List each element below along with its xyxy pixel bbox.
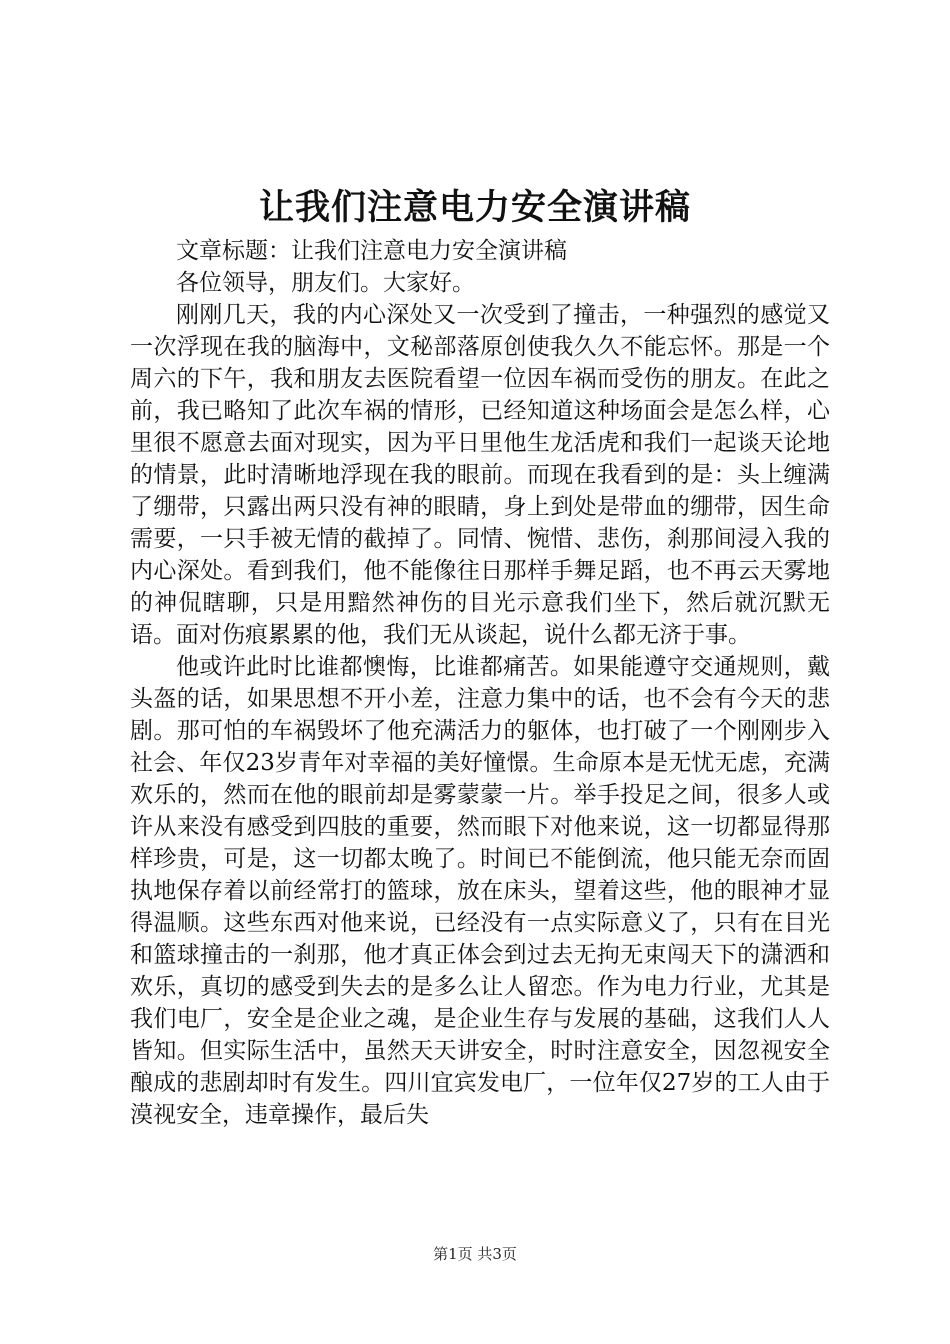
document-title: 让我们注意电力安全演讲稿 bbox=[258, 188, 691, 228]
greeting-line: 各位领导，朋友们。大家好。 bbox=[176, 270, 475, 296]
body-paragraph: 刚刚几天，我的内心深处又一次受到了撞击，一种强烈的感觉又一次浮现在我的脑海中，文秘部落原创使我久久不能忘怀。那是一个周六的下午，我和朋友去医院看望一位因车祸而受伤的朋友。在此之前，我已略知了此次车祸的情形，已经知道这种场面会是怎么样，心里很不愿意去面对现实，因为平日里他生龙活虎和我们一起谈天论地的情景，此时清晰地浮现在我的眼前。而现在我看到的是：头上缠满了绷带，只露出两只没有神的眼睛，身上到处是带血的绷带，因生命需要，一只手被无情的截掉了。同情、惋惜、悲伤，刹那间浸入我的内心深处。看到我们，他不能像往日那样手舞足蹈，也不再云天雾地的神侃瞎聊，只是用黯然神伤的目光示意我们坐下，然后就沉默无语。面对伤痕累累的他，我们无从谈起，说什么都无济于事。 bbox=[130, 302, 830, 648]
article-title-line: 文章标题：让我们注意电力安全演讲稿 bbox=[176, 238, 567, 264]
document-body bbox=[130, 235, 830, 1131]
page-footer: 第1页 共3页 bbox=[433, 1245, 517, 1263]
body-paragraph: 他或许此时比谁都懊悔，比谁都痛苦。如果能遵守交通规则，戴头盔的话，如果思想不开小差，注意力集中的话，也不会有今天的悲剧。那可怕的车祸毁坏了他充满活力的躯体，也打破了一个刚刚步入社会、年仅23岁青年对幸福的美好憧憬。生命原本是无忧无虑，充满欢乐的，然而在他的眼前却是雾蒙蒙一片。举手投足之间，很多人或许从来没有感受到四肢的重要，然而眼下对他来说，这一切都显得那样珍贵，可是，这一切都太晚了。时间已不能倒流，他只能无奈而固执地保存着以前经常打的篮球，放在床头，望着这些，他的眼神才显得温顺。这些东西对他来说，已经没有一点实际意义了，只有在目光和篮球撞击的一刹那，他才真正体会到过去无拘无束闯天下的潇洒和欢乐，真切的感受到失去的是多么让人留恋。作为电力行业，尤其是我们电厂，安全是企业之魂，是企业生存与发展的基础，这我们人人皆知。但实际生活中，虽然天天讲安全，时时注意安全，因忽视安全酿成的悲剧却时有发生。四川宜宾发电厂，一位年仅27岁的工人由于漠视安全，违章操作，最后失 bbox=[130, 654, 830, 1128]
